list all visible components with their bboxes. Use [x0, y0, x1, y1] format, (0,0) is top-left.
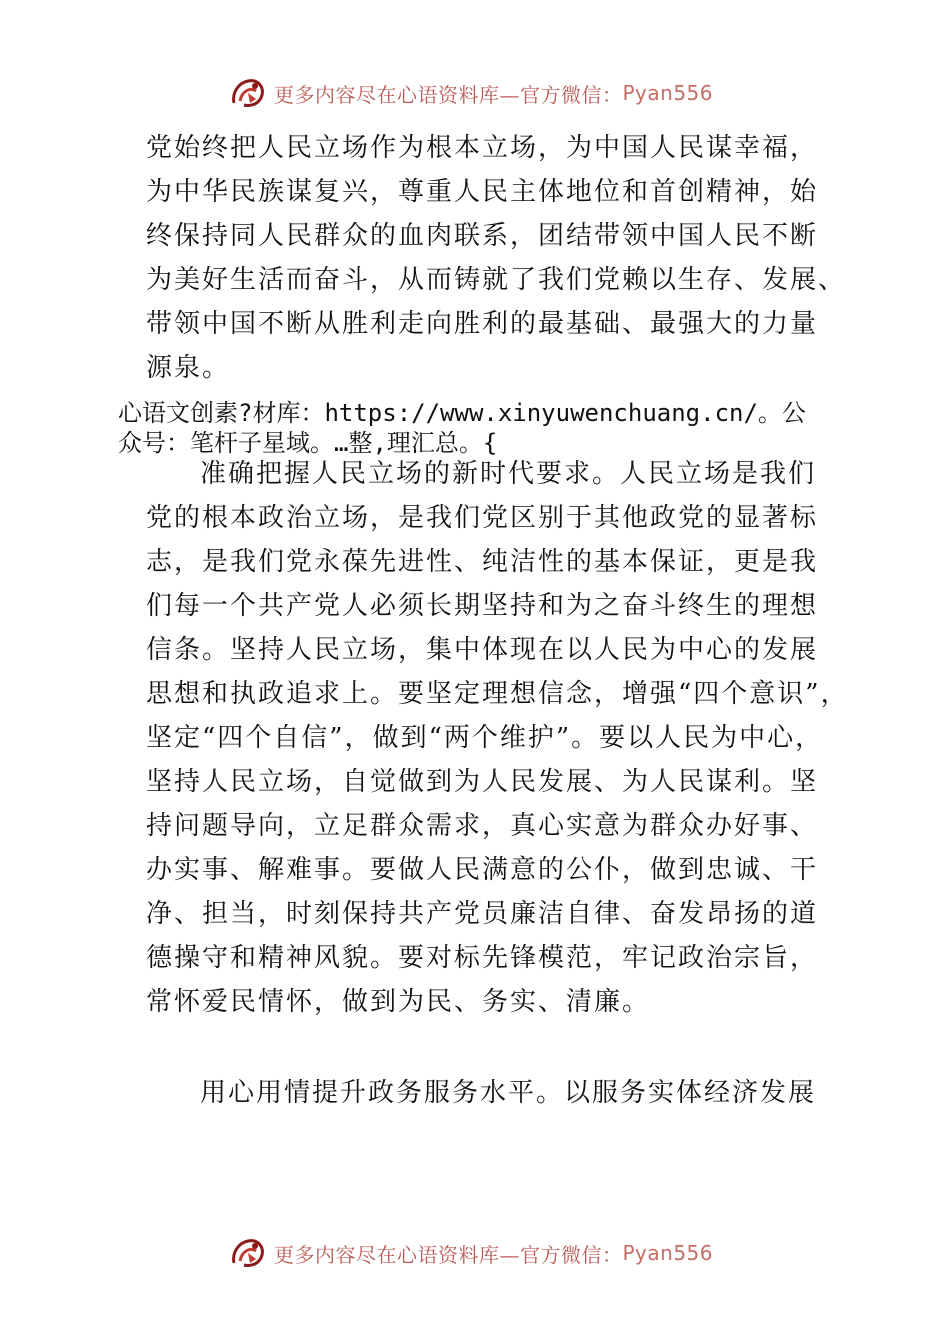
- paragraph-line: 信条。坚持人民立场，集中体现在以人民为中心的发展: [146, 635, 819, 665]
- footer-banner: [228, 1233, 713, 1273]
- paragraph-line: 带领中国不断从胜利走向胜利的最基础、最强大的力量: [146, 309, 819, 339]
- paragraph-line: 思想和执政追求上。要坚定理想信念，增强“四个意识”，: [146, 679, 849, 709]
- paragraph-line: 源泉。: [146, 353, 231, 383]
- banner-wechat-id: Pyan556: [622, 81, 714, 105]
- banner-text: 更多内容尽在心语资料库—官方微信：: [274, 1242, 623, 1267]
- paragraph-line: 办实事、解难事。要做人民满意的公仆，做到忠诚、干: [146, 855, 819, 885]
- paragraph-line: 们每一个共产党人必须长期坚持和为之奋斗终生的理想: [146, 591, 819, 621]
- paragraph-line: 志，是我们党永葆先进性、纯洁性的基本保证，更是我: [146, 547, 819, 577]
- paragraph-line: 净、担当，时刻保持共产党员廉洁自律、奋发昂扬的道: [146, 899, 819, 929]
- paragraph-line: 终保持同人民群众的血肉联系，团结带领中国人民不断: [146, 221, 819, 251]
- dragon-logo-icon: [228, 1233, 268, 1273]
- paragraph-line: 持问题导向，立足群众需求，真心实意为群众办好事、: [146, 811, 819, 841]
- paragraph-line: 党始终把人民立场作为根本立场，为中国人民谋幸福，: [146, 133, 819, 163]
- paragraph-line: 常怀爱民情怀，做到为民、务实、清廉。: [146, 987, 651, 1017]
- banner-wechat-id: Pyan556: [622, 1241, 714, 1265]
- paragraph-line: 党的根本政治立场，是我们党区别于其他政党的显著标: [146, 503, 819, 533]
- paragraph-line: 坚持人民立场，自觉做到为人民发展、为人民谋利。坚: [146, 767, 819, 797]
- banner-text: 更多内容尽在心语资料库—官方微信：: [274, 82, 623, 107]
- paragraph-line: 用心用情提升政务服务水平。以服务实体经济发展: [200, 1078, 817, 1108]
- source-note-line: 心语文创素?材库：https://www.xinyuwenchuang.cn/。公: [118, 399, 806, 427]
- source-note-line: 众号：笔杆子星域。…整,理汇总。{: [118, 429, 498, 457]
- paragraph-line: 为中华民族谋复兴，尊重人民主体地位和首创精神，始: [146, 177, 819, 207]
- paragraph-line: 德操守和精神风貌。要对标先锋模范，牢记政治宗旨，: [146, 943, 819, 973]
- paragraph-line: 准确把握人民立场的新时代要求。人民立场是我们: [200, 459, 817, 489]
- paragraph-line: 坚定“四个自信”，做到“两个维护”。要以人民为中心，: [146, 723, 824, 753]
- paragraph-line: 为美好生活而奋斗，从而铸就了我们党赖以生存、发展、: [146, 265, 847, 295]
